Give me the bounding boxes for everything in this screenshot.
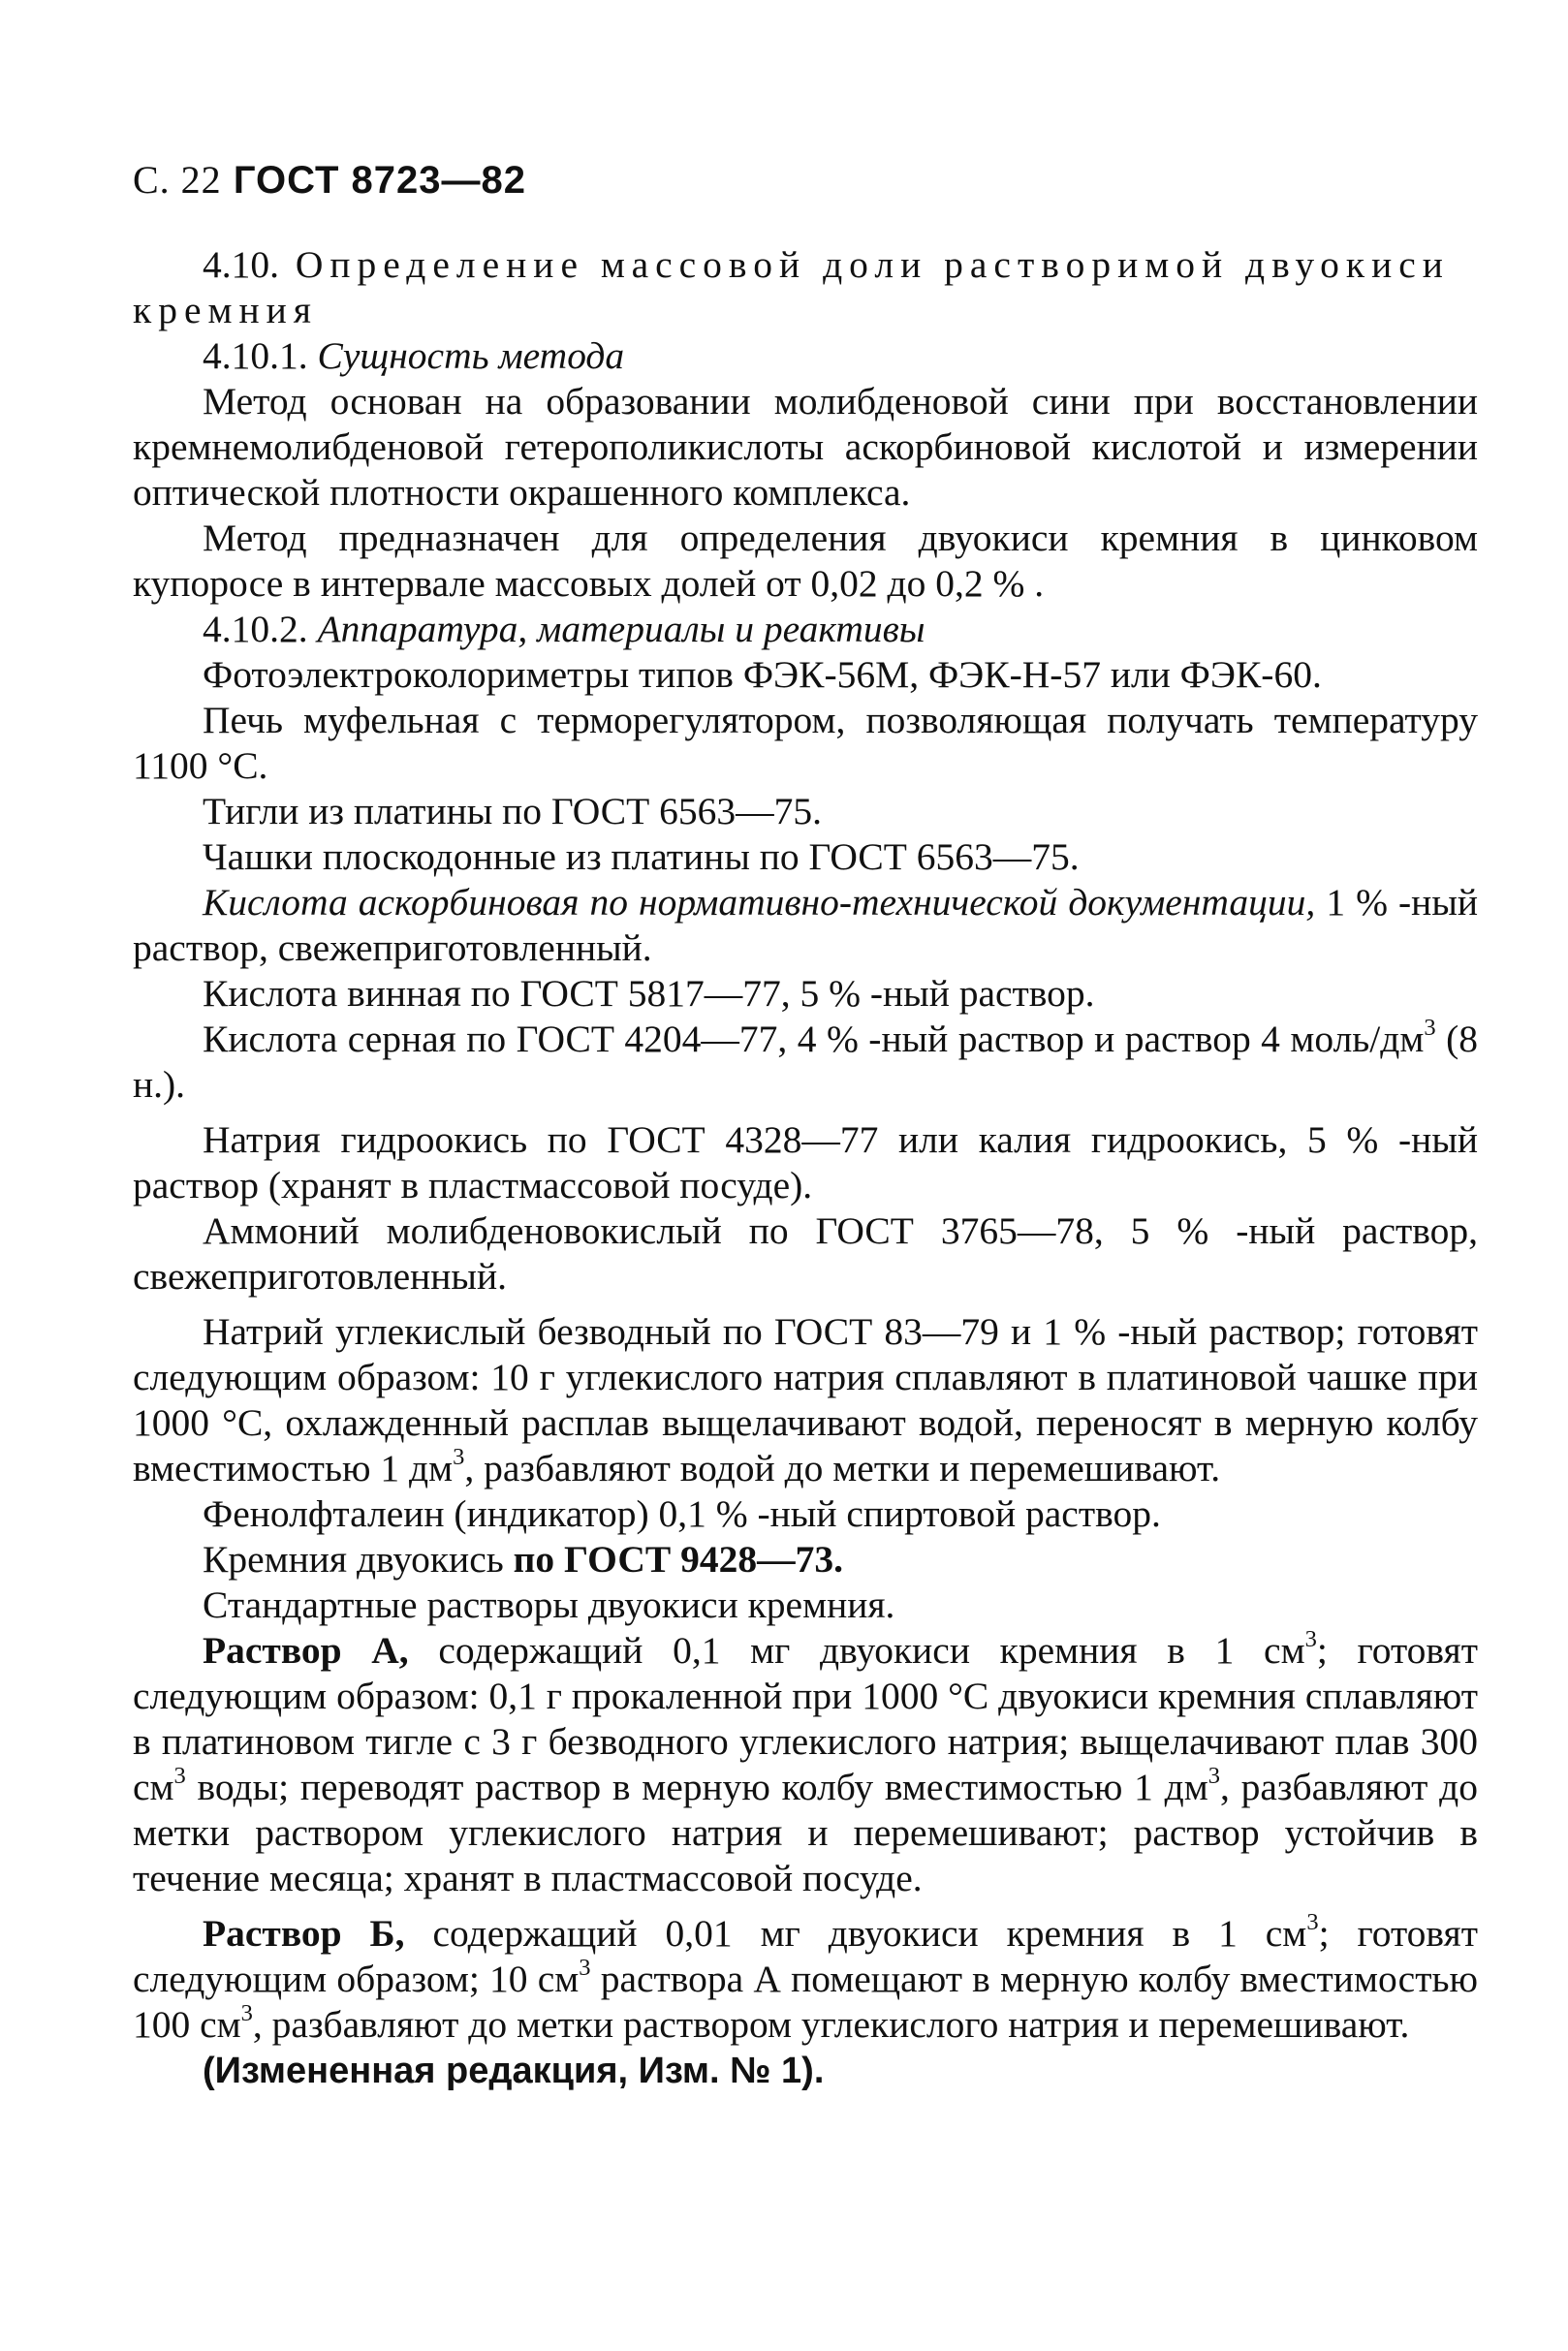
- paragraph-method-purpose: Метод предназначен для определения двуокиси кремния в цинковом купоросе в интервале массовых долей от 0,02 до 0,2 % .: [133, 517, 1478, 605]
- superscript: 3: [453, 1443, 465, 1470]
- amendment-note: [133, 2048, 1478, 2094]
- solution-b-text: ; готовят следующим образом; 10 см: [133, 1912, 1478, 2000]
- solution-a-label: Раствор А,: [203, 1629, 409, 1672]
- sodium-carbonate-text: Натрий углекислый безводный по ГОСТ 83—79 и 1 % -ный раствор; готовят следующим образом: 10 г углекислого натрия сплавляют в платиновой чашке при 1000 °С, охлажденный расплав выщелачивают водой, переносят в мерную колбу вместимостью 1 дм: [133, 1310, 1478, 1489]
- superscript: 3: [173, 1762, 186, 1789]
- section-title: Определение массовой доли растворимой двуокиси кремния: [133, 243, 1450, 331]
- subsection-heading-4-10-1: [133, 333, 1478, 379]
- sulfuric-acid-text: Кислота серная по ГОСТ 4204—77, 4 % -ный раствор и раствор 4 моль/дм: [203, 1018, 1425, 1060]
- item-ammonium-molybdate: Аммоний молибденовокислый по ГОСТ 3765—78, 5 % -ный раствор, свежеприготовленный.: [133, 1209, 1478, 1298]
- amendment-text: (Измененная редакция, Изм. № 1).: [203, 2051, 825, 2091]
- subsection-title: Сущность метода: [317, 334, 625, 377]
- item-tartaric-acid: Кислота винная по ГОСТ 5817—77, 5 % -ный раствор.: [203, 972, 1095, 1015]
- subsection-number: 4.10.1.: [203, 334, 308, 377]
- silicon-dioxide-name: Кремния двуокись: [203, 1538, 514, 1581]
- solution-b-text: , разбавляют до метки раствором углекислого натрия и перемешивают.: [252, 2003, 1410, 2046]
- solution-b-text: раствора А помещают в мерную колбу вместимостью 100 см: [133, 1958, 1478, 2046]
- subsection-heading-4-10-2: [133, 607, 1478, 652]
- ascorbic-acid-name: Кислота аскорбиновая по нормативно-технической документации,: [203, 881, 1316, 924]
- silicon-dioxide-standard: по ГОСТ 9428—73.: [513, 1538, 843, 1581]
- superscript: 3: [1424, 1014, 1436, 1041]
- superscript: 3: [579, 1954, 591, 1981]
- subsection-number: 4.10.2.: [203, 608, 308, 650]
- item-sulfuric-acid: [133, 1014, 1479, 1108]
- subsection-title: Аппаратура, материалы и реактивы: [317, 608, 925, 650]
- sulfuric-acid-text-end: (8 н.).: [133, 1018, 1479, 1106]
- page-number: С. 22: [133, 158, 222, 202]
- page-header: [133, 157, 526, 203]
- item-standard-solutions: Стандартные растворы двуокиси кремния.: [203, 1583, 895, 1626]
- item-muffle-furnace: Печь муфельная с терморегулятором, позволяющая получать температуру 1100 °С.: [133, 699, 1478, 787]
- sodium-carbonate-text-end: , разбавляют водой до метки и перемешивают.: [464, 1447, 1221, 1489]
- item-platinum-crucibles: Тигли из платины по ГОСТ 6563—75.: [203, 790, 822, 832]
- ascorbic-acid-detail: 1 % -ный раствор, свежеприготовленный.: [133, 881, 1479, 969]
- superscript: 3: [1304, 1625, 1317, 1652]
- solution-a-text: содержащий 0,1 мг двуокиси кремния в 1 см: [408, 1629, 1305, 1672]
- paragraph-method-basis: Метод основан на образовании молибденовой сини при восстановлении кремнемолибденовой гетерополикислоты аскорбиновой кислотой и измерении оптической плотности окрашенного комплекса.: [133, 380, 1478, 514]
- solution-a-text: ; готовят следующим образом: 0,1 г прокаленной при 1000 °С двуокиси кремния сплавляют в платиновом тигле с 3 г безводного углекислого натрия; выщелачивают плав 300 см: [133, 1629, 1478, 1808]
- solution-b-label: Раствор Б,: [203, 1912, 405, 1955]
- item-sodium-hydroxide: Натрия гидроокись по ГОСТ 4328—77 или калия гидроокись, 5 % -ный раствор (хранят в пластмассовой посуде).: [133, 1118, 1478, 1207]
- paragraph-solution-b: [133, 1908, 1478, 2048]
- item-sodium-carbonate: [133, 1309, 1478, 1491]
- solution-a-text: , разбавляют до метки раствором углекислого натрия и перемешивают; раствор устойчив в течение месяца; хранят в пластмассовой посуде.: [133, 1766, 1478, 1899]
- section-number: 4.10.: [203, 243, 279, 286]
- document-body: [133, 242, 1478, 2094]
- solution-b-text: содержащий 0,01 мг двуокиси кремния в 1 см: [404, 1912, 1307, 1955]
- standard-code: ГОСТ 8723—82: [233, 159, 526, 202]
- solution-a-text: воды; переводят раствор в мерную колбу вместимостью 1 дм: [185, 1766, 1208, 1808]
- superscript: 3: [1207, 1762, 1220, 1789]
- item-phenolphthalein: Фенолфталеин (индикатор) 0,1 % -ный спиртовой раствор.: [203, 1492, 1161, 1535]
- item-ascorbic-acid: [133, 880, 1478, 971]
- item-platinum-dishes: Чашки плоскодонные из платины по ГОСТ 6563—75.: [203, 835, 1080, 878]
- section-heading-4-10: [133, 242, 1478, 333]
- superscript: 3: [240, 1999, 253, 2026]
- item-silicon-dioxide: [133, 1537, 1478, 1583]
- superscript: 3: [1306, 1908, 1319, 1935]
- item-photocolorimeter: Фотоэлектроколориметры типов ФЭК-56М, ФЭК-Н-57 или ФЭК-60.: [203, 653, 1322, 696]
- paragraph-solution-a: [133, 1625, 1478, 1901]
